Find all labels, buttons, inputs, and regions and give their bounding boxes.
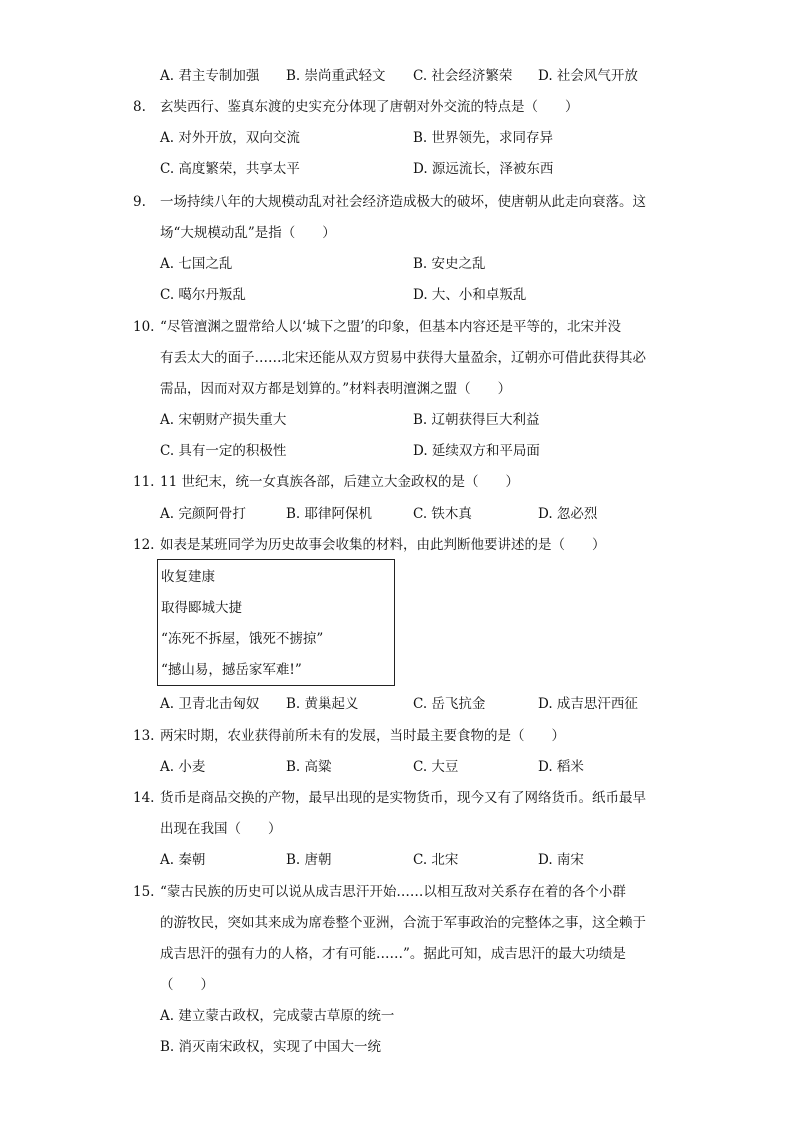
- option: C. 岳飞抗金: [413, 696, 486, 712]
- option: A. 卫青北击匈奴: [160, 696, 260, 712]
- material-table: [157, 559, 395, 686]
- option: B. 黄巢起义: [286, 696, 359, 712]
- option: C. 噶尔丹叛乱: [160, 287, 246, 303]
- question-text: 11 世纪末，统一女真族各部，后建立大金政权的是（ ）: [160, 474, 519, 490]
- option: B. 辽朝获得巨大利益: [413, 412, 540, 428]
- question-text: 两宋时期，农业获得前所未有的发展，当时最主要食物的是（ ）: [160, 728, 565, 744]
- option: C. 高度繁荣，共享太平: [160, 161, 300, 177]
- option: C. 铁木真: [413, 506, 472, 522]
- table-row: “撼山易，撼岳家军难!”: [161, 662, 302, 678]
- option: D. 大、小和卓叛乱: [413, 287, 527, 303]
- question-text: 货币是商品交换的产物，最早出现的是实物货币，现今又有了网络货币。纸币最早: [160, 790, 646, 806]
- option: B. 世界领先，求同存异: [413, 130, 554, 146]
- question-text: 的游牧民，突如其来成为席卷整个亚洲，合流于军事政治的完整体之事，这全赖于: [160, 915, 646, 931]
- option: D. 延续双方和平局面: [413, 443, 540, 459]
- question-text: （ ）: [160, 977, 214, 993]
- question-text: 玄奘西行、鉴真东渡的史实充分体现了唐朝对外交流的特点是（ ）: [160, 99, 579, 115]
- option: C. 北宋: [413, 852, 459, 868]
- option: D. 源远流长，泽被东西: [413, 161, 554, 177]
- question-number: 15.: [133, 884, 155, 900]
- question-text: “蒙古民族的历史可以说从成吉思汗开始……以相互敌对关系存在着的各个小群: [160, 884, 626, 900]
- option: B. 消灭南宋政权，实现了中国大一统: [160, 1039, 382, 1055]
- question-text: “尽管澶渊之盟常给人以‘城下之盟’的印象，但基本内容还是平等的，北宋并没: [160, 319, 621, 335]
- question-text: 有丢太大的面子……北宋还能从双方贸易中获得大量盈余，辽朝亦可借此获得其必: [160, 350, 646, 366]
- option: B. 耶律阿保机: [286, 506, 373, 522]
- question-text: 出现在我国（ ）: [160, 821, 282, 837]
- option: D. 南宋: [538, 852, 584, 868]
- option: A. 七国之乱: [160, 256, 233, 272]
- question-number: 12.: [133, 537, 155, 553]
- question-number: 10.: [133, 319, 155, 335]
- question-text: 一场持续八年的大规模动乱对社会经济造成极大的破坏，使唐朝从此走向衰落。这: [160, 194, 646, 210]
- option: C. 社会经济繁荣: [413, 68, 513, 84]
- option: A. 完颜阿骨打: [160, 506, 246, 522]
- table-row: 取得郾城大捷: [161, 600, 242, 616]
- question-number: 8.: [133, 99, 146, 115]
- option: B. 唐朝: [286, 852, 332, 868]
- option: D. 成吉思汗西征: [538, 696, 638, 712]
- option: D. 忽必烈: [538, 506, 598, 522]
- question-text: 需品，因而对双方都是划算的。”材料表明澶渊之盟（ ）: [160, 381, 512, 397]
- option: B. 高粱: [286, 759, 332, 775]
- option: A. 对外开放，双向交流: [160, 130, 300, 146]
- option: C. 大豆: [413, 759, 459, 775]
- option: D. 稻米: [538, 759, 584, 775]
- option: B. 崇尚重武轻文: [286, 68, 386, 84]
- option: A. 小麦: [160, 759, 206, 775]
- table-row: “冻死不拆屋，饿死不掳掠”: [161, 631, 324, 647]
- question-number: 9.: [133, 194, 146, 210]
- question-number: 11.: [133, 474, 155, 490]
- option: A. 建立蒙古政权，完成蒙古草原的统一: [160, 1008, 395, 1024]
- option: C. 具有一定的积极性: [160, 443, 287, 459]
- option: B. 安史之乱: [413, 256, 486, 272]
- question-text: 如表是某班同学为历史故事会收集的材料，由此判断他要讲述的是（ ）: [160, 537, 606, 553]
- question-text: 场“大规模动乱”是指（ ）: [160, 225, 336, 241]
- option: A. 宋朝财产损失重大: [160, 412, 287, 428]
- option: D. 社会风气开放: [538, 68, 638, 84]
- question-text: 成吉思汗的强有力的人格，才有可能……”。据此可知，成吉思汗的最大功绩是: [160, 946, 626, 962]
- option: A. 秦朝: [160, 852, 206, 868]
- question-number: 14.: [133, 790, 155, 806]
- option: A. 君主专制加强: [160, 68, 260, 84]
- table-row: 收复建康: [161, 569, 215, 585]
- question-number: 13.: [133, 728, 155, 744]
